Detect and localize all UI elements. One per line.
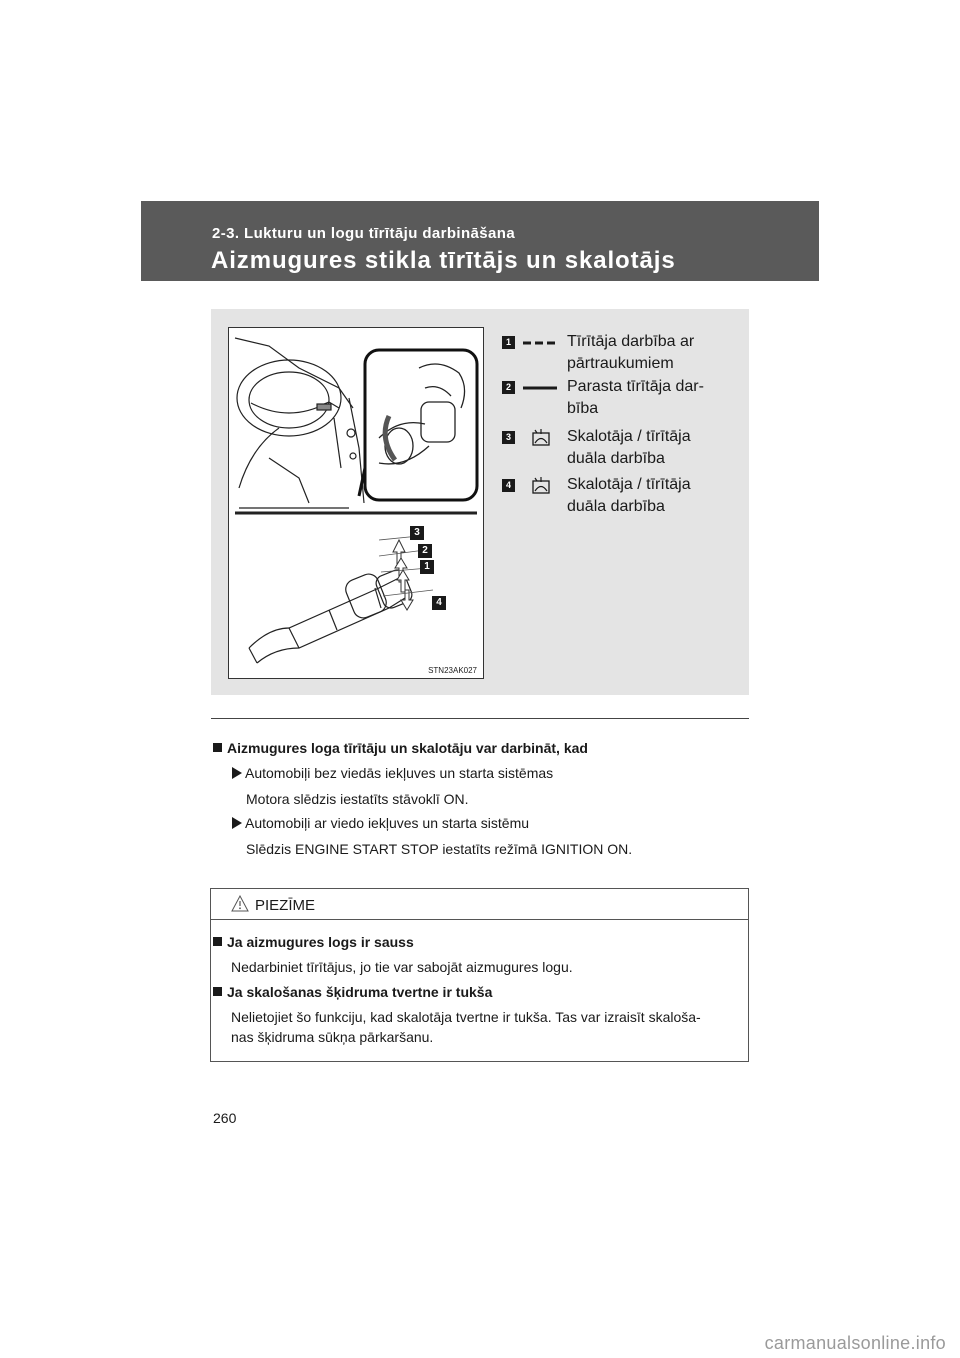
rear-washer-icon (522, 428, 558, 448)
solid-line-normal-icon (522, 378, 558, 398)
callout-4: 4 (432, 596, 446, 610)
page-number: 260 (213, 1110, 237, 1126)
triangle-bullet-icon (232, 817, 242, 829)
legend-text: Tīrītāja darbība ar pārtraukumiem (567, 333, 695, 372)
rear-washer-icon (522, 476, 558, 496)
section-divider (211, 718, 749, 719)
wiper-lever-drawing (229, 328, 483, 678)
square-bullet-icon (213, 987, 222, 996)
page-title: Aizmugures stikla tīrītājs un skalotājs (211, 247, 676, 274)
callout-2: 2 (418, 544, 432, 558)
legend-text: Skalotāja / tīrītāja duāla darbība (567, 476, 691, 515)
watermark: carmanualsonline.info (764, 1333, 946, 1353)
legend-text: Parasta tīrītāja dar- bība (567, 378, 704, 417)
wiper-switch-illustration (228, 327, 484, 679)
notice-box (210, 888, 749, 1062)
legend-number: 3 (502, 431, 515, 444)
notice-item-text: Nelietojiet šo funkciju, kad skalotāja tvertne ir tukša. Tas var izraisīt skaloša- (231, 1009, 701, 1025)
legend-text: Skalotāja / tīrītāja duāla darbība (567, 428, 691, 467)
callout-3: 3 (410, 526, 424, 540)
square-bullet-icon (213, 937, 222, 946)
notice-item-text: Nedarbiniet tīrītājus, jo tie var sabojāt aizmugures logu. (231, 959, 573, 975)
notice-header (211, 889, 748, 920)
notice-item-title: Ja skalošanas šķidruma tvertne ir tukša (213, 984, 492, 1000)
legend-number: 2 (502, 381, 515, 394)
notice-item-text: nas šķidruma sūkņa pārkaršanu. (231, 1029, 434, 1045)
legend-number: 4 (502, 479, 515, 492)
condition-case: Automobiļi ar viedo iekļuves un starta sistēmu (232, 815, 529, 831)
triangle-bullet-icon (232, 767, 242, 779)
square-bullet-icon (213, 743, 222, 752)
dashed-line-intermittent-icon (522, 333, 558, 353)
section-title: 2-3. Lukturu un logu tīrītāju darbināšana (212, 225, 516, 242)
warning-triangle-icon (231, 895, 249, 912)
notice-label: PIEZĪME (255, 897, 316, 914)
condition-case: Automobiļi bez viedās iekļuves un starta sistēmas (232, 765, 553, 781)
conditions-heading: Aizmugures loga tīrītāju un skalotāju var darbināt, kad (213, 740, 588, 756)
notice-item-title: Ja aizmugures logs ir sauss (213, 934, 414, 950)
condition-detail: Motora slēdzis iestatīts stāvoklī ON. (246, 791, 469, 807)
section-header (141, 201, 819, 281)
callout-1: 1 (420, 560, 434, 574)
figure-code: STN23AK027 (428, 666, 477, 675)
legend-number: 1 (502, 336, 515, 349)
condition-detail: Slēdzis ENGINE START STOP iestatīts režīmā IGNITION ON. (246, 841, 633, 857)
